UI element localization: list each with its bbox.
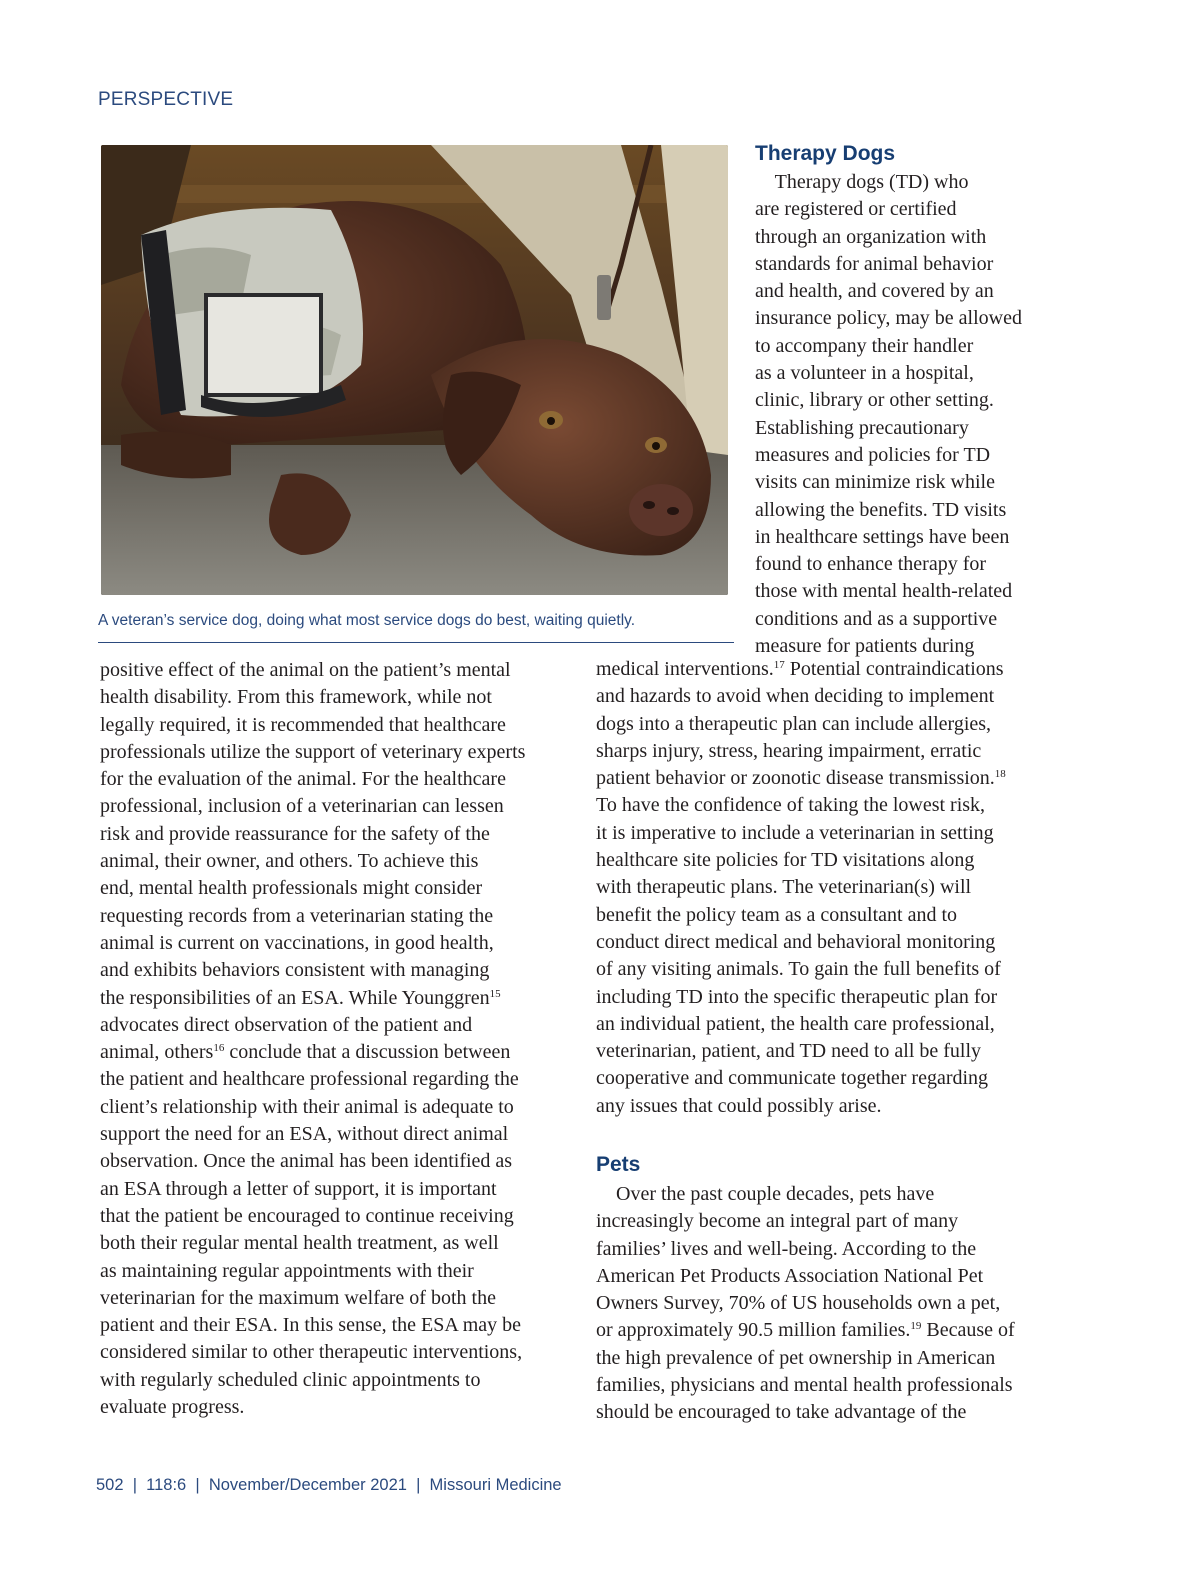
text-line: support the need for an ESA, without direct animal [100, 1123, 509, 1146]
heading-pets: Pets [596, 1153, 641, 1176]
text-line: that the patient be encouraged to continue receiving [100, 1204, 514, 1227]
text-line: animal is current on vaccinations, in good health, [100, 931, 494, 954]
text-line: and hazards to avoid when deciding to implement [596, 685, 995, 708]
figure-caption: A veteran’s service dog, doing what most service dogs do best, waiting quietly. [98, 612, 636, 629]
text-line: patient behavior or zoonotic disease transmission.$^{18}$ [596, 767, 1006, 790]
text-line: positive effect of the animal on the patient’s mental [100, 659, 511, 681]
text-line: benefit the policy team as a consultant and to [596, 903, 957, 926]
reference-16: 16 [213, 1042, 225, 1055]
pets-text [596, 1181, 1015, 1427]
text-line: medical interventions.$^{17}$ Potential contraindications [596, 658, 1004, 680]
text-line: to accompany their handler [755, 334, 974, 357]
text-line: found to enhance therapy for [755, 553, 987, 576]
text-line: cooperative and communicate together regarding [596, 1067, 989, 1090]
text-line: health disability. From this framework, while not [100, 686, 492, 709]
text-line: as a volunteer in a hospital, [755, 362, 974, 385]
text-line: animal, others$^{16}$ conclude that a discussion between [100, 1041, 511, 1064]
text-line: and exhibits behaviors consistent with managing [100, 959, 490, 982]
text-line: in healthcare settings have been [755, 525, 1010, 548]
text-line: allowing the benefits. TD visits [755, 498, 1007, 521]
text-line: with therapeutic plans. The veterinarian(s) will [596, 876, 972, 899]
text-line: the responsibilities of an ESA. While Younggren$^{15}$ [100, 986, 501, 1009]
text-line: requesting records from a veterinarian stating the [100, 904, 494, 927]
text-line: including TD into the specific therapeutic plan for [596, 985, 998, 1008]
text-line: those with mental health-related [755, 580, 1013, 603]
text-line: To have the confidence of taking the lowest risk, [596, 794, 986, 817]
text-line: the patient and healthcare professional regarding the [100, 1068, 519, 1091]
text-line: it is imperative to include a veterinarian in setting [596, 821, 994, 844]
text-line: evaluate progress. [100, 1396, 245, 1419]
text-line: measures and policies for TD [755, 443, 991, 466]
text-line: end, mental health professionals might consider [100, 877, 483, 900]
text-line: animal, their owner, and others. To achieve this [100, 850, 479, 873]
text-line: any issues that could possibly arise. [596, 1094, 882, 1117]
text-line: as maintaining regular appointments with their [100, 1259, 474, 1282]
text-line: clinic, library or other setting. [755, 389, 994, 412]
therapy-dogs-wide-text [596, 656, 1006, 1120]
text-line: the high prevalence of pet ownership in American [596, 1346, 996, 1369]
text-line: insurance policy, may be allowed [755, 307, 1022, 330]
text-line: Establishing precautionary [755, 416, 969, 439]
therapy-dogs-narrow-text [755, 169, 1022, 660]
caption-divider [98, 642, 734, 643]
text-line: Owners Survey, 70% of US households own a pet, [596, 1292, 1001, 1315]
left-column-text [100, 657, 525, 1421]
text-line: conduct direct medical and behavioral monitoring [596, 930, 996, 953]
text-line: advocates direct observation of the patient and [100, 1013, 473, 1036]
heading-therapy-dogs: Therapy Dogs [755, 142, 896, 165]
text-line: conditions and as a supportive [755, 607, 998, 630]
text-line: Therapy dogs (TD) who [755, 171, 969, 193]
page-footer: 502 | 118:6 | November/December 2021 | Missouri Medicine [96, 1476, 562, 1494]
text-line: for the evaluation of the animal. For the healthcare [100, 768, 506, 791]
text-line: an ESA through a letter of support, it is important [100, 1177, 497, 1200]
text-line: and health, and covered by an [755, 280, 994, 303]
text-line: professional, inclusion of a veterinarian can lessen [100, 795, 504, 818]
text-line: standards for animal behavior [755, 252, 994, 275]
text-line: through an organization with [755, 225, 987, 248]
section-label: PERSPECTIVE [98, 89, 234, 110]
reference-19: 19 [910, 1320, 922, 1333]
text-line: American Pet Products Association National Pet [596, 1264, 984, 1287]
text-line: patient and their ESA. In this sense, the ESA may be [100, 1314, 522, 1337]
text-line: measure for patients during [755, 635, 975, 658]
text-line: Over the past couple decades, pets have [596, 1183, 935, 1205]
text-line: of any visiting animals. To gain the full benefits of [596, 958, 1001, 981]
text-line: or approximately 90.5 million families.$^{19}$ Because of [596, 1319, 1015, 1342]
text-line: veterinarian, patient, and TD need to all be fully [596, 1040, 982, 1063]
reference-15: 15 [489, 987, 501, 1000]
text-line: visits can minimize risk while [755, 471, 995, 494]
text-line: increasingly become an integral part of many [596, 1210, 959, 1233]
text-line: legally required, it is recommended that healthcare [100, 713, 506, 736]
reference-18: 18 [994, 768, 1006, 781]
text-line: families, physicians and mental health professionals [596, 1374, 1013, 1397]
service-dog-photo [101, 145, 728, 595]
text-line: professionals utilize the support of veterinary experts [100, 740, 526, 763]
text-line: both their regular mental health treatment, as well [100, 1232, 499, 1255]
text-line: observation. Once the animal has been identified as [100, 1150, 513, 1173]
text-line: considered similar to other therapeutic interventions, [100, 1341, 523, 1364]
text-line: families’ lives and well-being. According to the [596, 1237, 977, 1260]
text-line: dogs into a therapeutic plan can include allergies, [596, 712, 992, 735]
text-line: veterinarian for the maximum welfare of both the [100, 1286, 496, 1309]
text-line: an individual patient, the health care professional, [596, 1012, 995, 1035]
text-line: should be encouraged to take advantage of the [596, 1401, 967, 1424]
text-line: are registered or certified [755, 198, 957, 221]
text-line: with regularly scheduled clinic appointments to [100, 1368, 481, 1391]
text-line: risk and provide reassurance for the safety of the [100, 822, 490, 845]
text-line: sharps injury, stress, hearing impairment, erratic [596, 739, 982, 762]
text-line: healthcare site policies for TD visitations along [596, 849, 975, 872]
reference-17: 17 [773, 659, 785, 671]
text-line: client’s relationship with their animal is adequate to [100, 1095, 514, 1118]
